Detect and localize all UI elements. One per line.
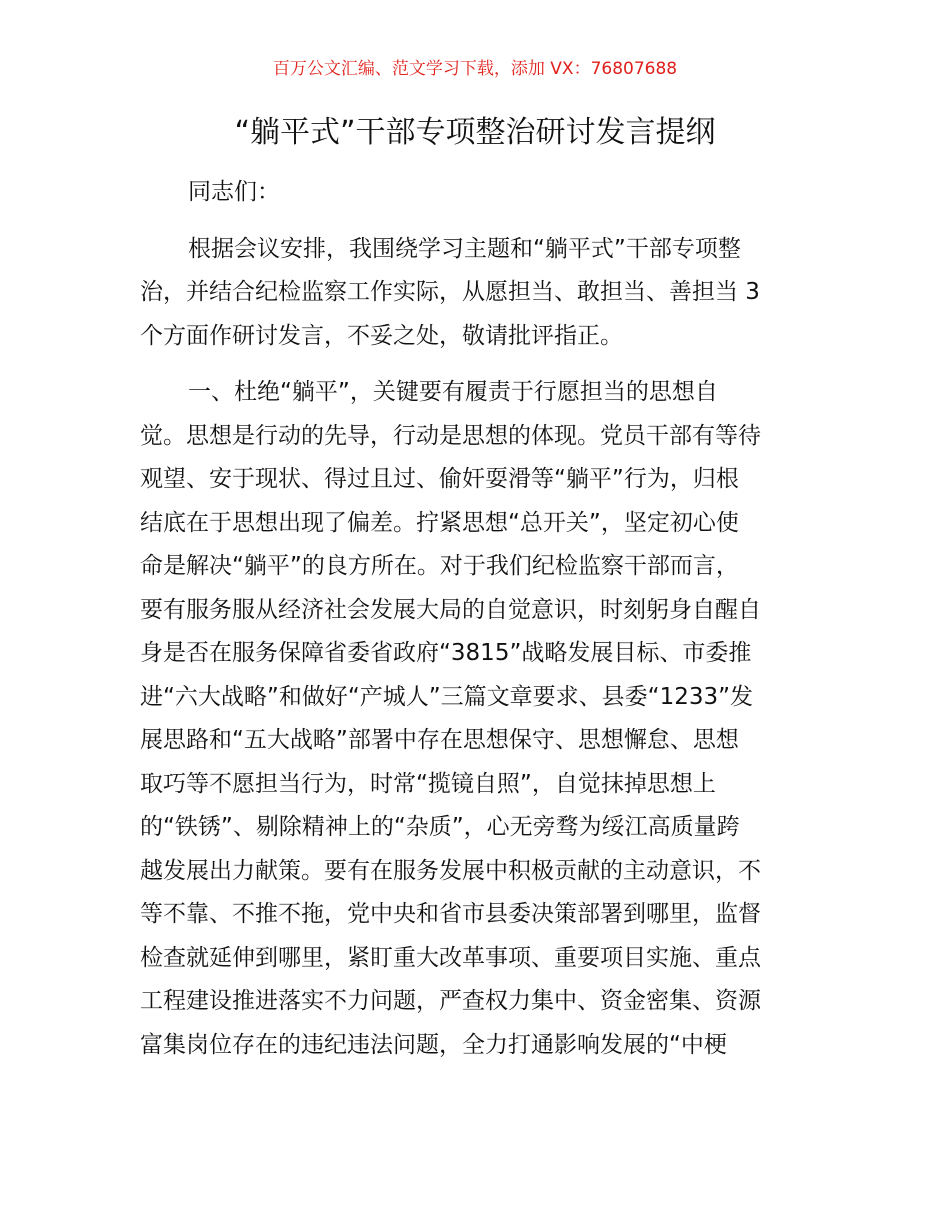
watermark-header: 百万公文汇编、范文学习下载，添加 VX：76807688 [272, 59, 678, 79]
paragraph-line: 展思路和“五大战略”部署中存在思想保守、思想懈怠、思想 [140, 727, 739, 753]
paragraph-line: 要有服务服从经济社会发展大局的自觉意识，时刻躬身自醒自 [140, 596, 761, 623]
paragraph-2 [140, 371, 812, 1067]
paragraph-line: 个方面作研讨发言，不妥之处，敬请批评指正。 [140, 322, 623, 349]
paragraph-line: 取巧等不愿担当行为，时常“揽镜自照”，自觉抹掉思想上 [140, 770, 716, 797]
paragraph-line-text: 一、杜绝“躺平”，关键要有履责于行愿担当的思想自 [188, 379, 718, 405]
paragraph-gap [140, 215, 812, 228]
paragraph-line: 检查就延伸到哪里，紧盯重大改革事项、重要项目实施、重点 [140, 944, 761, 971]
paragraph-line: 进“六大战略”和做好“产城人”三篇文章要求、县委“1233”发 [140, 683, 754, 710]
paragraph-line-text: 根据会议安排，我围绕学习主题和“躺平式”干部专项整 [188, 235, 741, 262]
paragraph-line: 富集岗位存在的违纪违法问题，全力打通影响发展的“中梗 [140, 1031, 727, 1058]
paragraph-line: 结底在于思想出现了偏差。拧紧思想“总开关”，坚定初心使 [140, 509, 739, 536]
paragraph-line: 觉。思想是行动的先导，行动是思想的体现。党员干部有等待 [140, 422, 761, 449]
paragraph-line: 命是解决“躺平”的良方所在。对于我们纪检监察干部而言， [140, 553, 739, 579]
paragraph-line: 工程建设推进落实不力问题，严查权力集中、资金密集、资源 [140, 988, 761, 1014]
paragraph-gap [140, 358, 812, 371]
paragraph-line: 身是否在服务保障省委省政府“3815”战略发展目标、市委推 [140, 640, 752, 666]
paragraph-line: 的“铁锈”、剔除精神上的“杂质”，心无旁骛为绥江高质量跨 [140, 814, 740, 840]
document-body [140, 171, 812, 1067]
paragraph-line: 越发展出力献策。要有在服务发展中积极贡献的主动意识，不 [140, 857, 761, 884]
document-title: “躺平式”干部专项整治研讨发言提纲 [234, 115, 716, 150]
paragraph-line: 治，并结合纪检监察工作实际，从愿担当、敢担当、善担当 3 [140, 279, 760, 305]
paragraph-line [140, 371, 812, 415]
paragraph-1 [140, 228, 812, 359]
salutation [140, 171, 812, 215]
paragraph-line [140, 228, 812, 272]
paragraph-line: 观望、安于现状、得过且过、偷奸耍滑等“躺平”行为，归根 [140, 466, 739, 492]
paragraph-line: 等不靠、不推不拖，党中央和省市县委决策部署到哪里，监督 [140, 901, 761, 927]
salutation-text: 同志们： [188, 179, 280, 205]
